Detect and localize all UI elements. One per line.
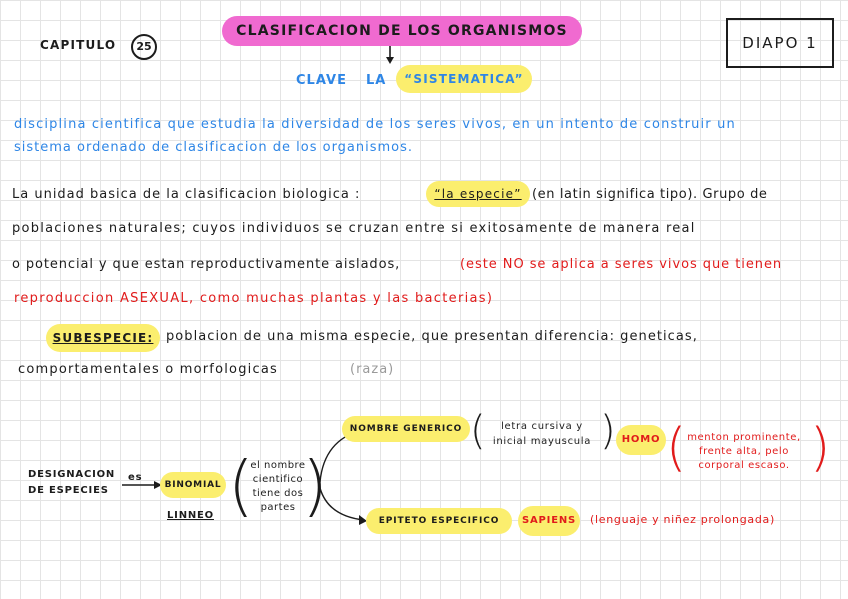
designation-connector: es xyxy=(128,472,143,483)
species-exception-line-1: (este NO se aplica a seres vivos que tienen xyxy=(460,257,783,272)
definition-line-1: disciplina cientifica que estudia la diversidad de los seres vivos, en un intento de construir un xyxy=(14,117,736,132)
genus-traits-line-2: frente alta, pelo xyxy=(698,446,790,457)
key-prefix: CLAVE xyxy=(296,73,347,88)
species-term: “la especie” xyxy=(426,181,530,207)
explanation-line-1: el nombre xyxy=(250,460,306,471)
genus-traits-line-3: corporal escaso. xyxy=(698,460,790,471)
key-term: “SISTEMATICA” xyxy=(396,65,532,93)
generic-note-open-paren: ( xyxy=(470,408,486,454)
chapter-label: CAPITULO xyxy=(40,38,117,52)
species-line-1-end: (en latin significa tipo). Grupo de xyxy=(532,187,768,202)
explanation-line-3: tiene dos xyxy=(252,488,304,499)
subspecies-line-2: comportamentales o morfologicas xyxy=(18,362,278,377)
species-line-2: poblaciones naturales; cuyos individuos se cruzan entre si exitosamente de manera real xyxy=(12,221,696,236)
subspecies-line-1: poblacion de una misma especie, que presentan diferencia: geneticas, xyxy=(166,329,698,344)
species-line-1-start: La unidad basica de la clasificacion biologica : xyxy=(12,187,361,202)
generic-note-close-paren: ) xyxy=(600,408,616,454)
species-exception-line-2: reproduccion ASEXUAL, como muchas plantas y las bacterias) xyxy=(14,291,494,306)
title-down-arrow-icon xyxy=(380,46,400,66)
explanation-open-paren: ( xyxy=(228,447,254,524)
specific-epithet-badge: EPITETO ESPECIFICO xyxy=(366,508,512,534)
designation-line-1: DESIGNACION xyxy=(28,469,116,480)
species-traits: (lenguaje y niñez prolongada) xyxy=(590,513,775,526)
explanation-line-2: cientifico xyxy=(252,474,304,485)
genus-traits-block xyxy=(674,431,814,473)
species-example-badge: SAPIENS xyxy=(518,506,580,536)
generic-name-badge: NOMBRE GENERICO xyxy=(342,416,470,442)
subspecies-term: SUBESPECIE: xyxy=(46,324,160,352)
designation-line-2: DE ESPECIES xyxy=(28,485,109,496)
binomial-badge: BINOMIAL xyxy=(160,472,226,498)
chapter-number-badge: 25 xyxy=(131,34,157,60)
genus-traits-open-paren: ( xyxy=(666,418,687,478)
genus-traits-line-1: menton prominente, xyxy=(687,432,801,443)
generic-note-line-1: letra cursiva y xyxy=(501,421,583,432)
subspecies-note: (raza) xyxy=(350,362,395,377)
page-title: CLASIFICACION DE LOS ORGANISMOS xyxy=(222,16,582,46)
key-article: LA xyxy=(366,73,387,88)
generic-note-block xyxy=(478,419,606,449)
generic-note-line-2: inicial mayuscula xyxy=(492,436,592,447)
genus-traits-close-paren: ) xyxy=(810,418,831,478)
explanation-close-paren: ) xyxy=(302,447,328,524)
author-label: LINNEO xyxy=(167,510,214,521)
explanation-line-4: partes xyxy=(260,502,296,513)
species-line-3-start: o potencial y que estan reproductivamente aislados, xyxy=(12,257,401,272)
slide-label: DIAPO 1 xyxy=(726,18,834,68)
genus-example-badge: HOMO xyxy=(616,425,666,455)
connector-arrow-icon xyxy=(122,480,164,490)
definition-line-2: sistema ordenado de clasificacion de los organismos. xyxy=(14,140,414,155)
